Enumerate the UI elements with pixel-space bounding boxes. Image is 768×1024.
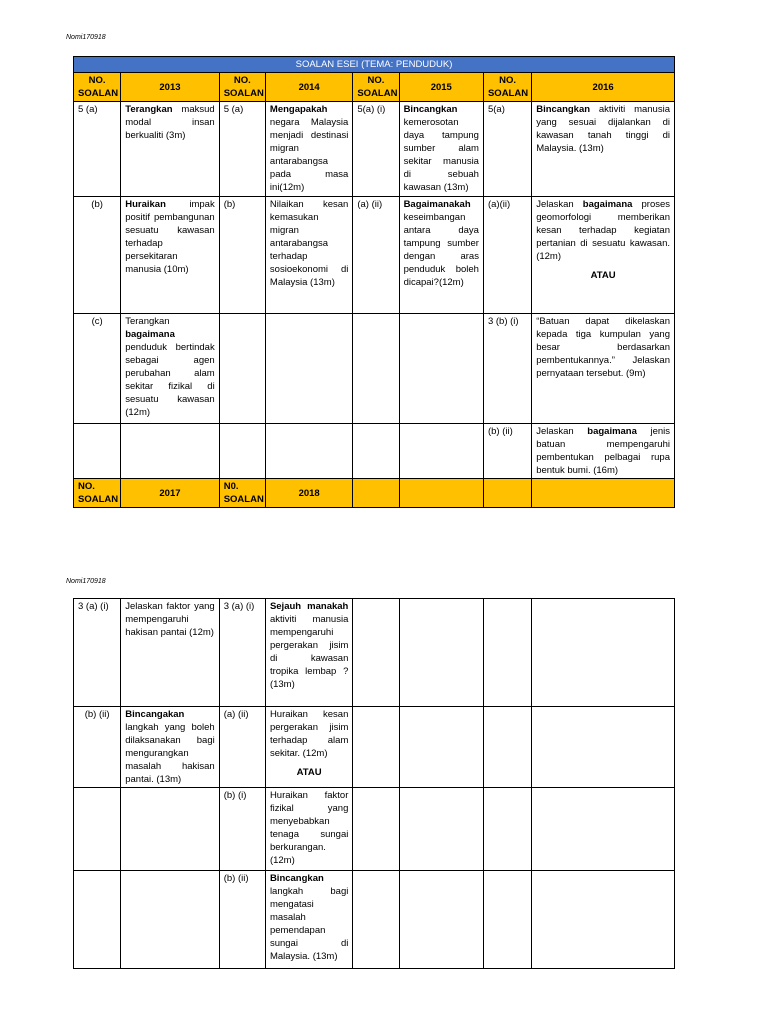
empty-cell [121, 424, 219, 479]
question-number: (c) [74, 314, 121, 424]
question-cell: Terangkan maksud modal insan berkualiti (3m) [121, 102, 219, 197]
question-number: 5(a) [483, 102, 531, 197]
question-cell: Huraikan impak positif pembangunan sesuatu kawasan terhadap persekitaran manusia (10m) [121, 197, 219, 314]
question-cell: “Batuan dapat dikelaskan kepada tiga kumpulan yang besar berdasarkan pembentukannya.” Jelaskan pernyataan tersebut. (9m) [532, 314, 675, 424]
table-row [74, 871, 675, 969]
question-cell: Terangkan bagaimana penduduk bertindak sebagai agen perubahan alam sekitar fizikal di sesuatu kawasan (12m) [121, 314, 219, 424]
question-cell: Bincangakan langkah yang boleh dilaksanakan bagi mengurangkan masalah hakisan pantai. (13m) [121, 707, 219, 788]
question-number: (b) (ii) [74, 707, 121, 788]
question-cell: Bincangkan langkah bagi mengatasi masalah pemendapan sungai di Malaysia. (13m) [265, 871, 352, 969]
empty-cell [74, 788, 121, 871]
empty-cell [399, 707, 483, 788]
header-no-soalan: NO. SOALAN [353, 73, 399, 102]
header-year-2015: 2015 [399, 73, 483, 102]
question-number: 5(a) (i) [353, 102, 399, 197]
empty-cell [483, 871, 531, 969]
atau-label: ATAU [296, 767, 322, 778]
question-cell: Bincangkan kemerosotan daya tampung sumber alam sekitar manusia di sebuah kawasan (13m) [399, 102, 483, 197]
header-year-2016: 2016 [532, 73, 675, 102]
question-number: (b) [219, 197, 265, 314]
question-cell: Bincangkan aktiviti manusia yang sesuai dijalankan di kawasan tanah tinggi di Malaysia. (13m) [532, 102, 675, 197]
document-mark: Nomi170918 [66, 578, 106, 585]
empty-cell [483, 788, 531, 871]
table-row [74, 707, 675, 788]
empty-cell [532, 871, 675, 969]
question-number: (b) (ii) [219, 871, 265, 969]
empty-cell [399, 599, 483, 707]
essay-table-bottom [73, 598, 675, 969]
empty-cell [532, 788, 675, 871]
header-empty [483, 479, 531, 508]
question-cell: Bagaimanakah keseimbangan antara daya tampung sumber dengan aras penduduk boleh dicapai?(12m) [399, 197, 483, 314]
empty-cell [219, 314, 265, 424]
header-year-2018: 2018 [265, 479, 352, 508]
question-cell: Mengapakah negara Malaysia menjadi destinasi migran antarabangsa pada masa ini(12m) [265, 102, 352, 197]
empty-cell [74, 871, 121, 969]
header-no-soalan: NO. SOALAN [74, 73, 121, 102]
empty-cell [353, 788, 399, 871]
empty-cell [532, 599, 675, 707]
empty-cell [353, 314, 399, 424]
empty-cell [353, 707, 399, 788]
empty-cell [483, 599, 531, 707]
question-cell: Nilaikan kesan kemasukan migran antarabangsa terhadap sosioekonomi di Malaysia (13m) [265, 197, 352, 314]
empty-cell [74, 424, 121, 479]
question-number: (b) [74, 197, 121, 314]
table-row [74, 788, 675, 871]
question-cell: Sejauh manakah aktiviti manusia mempengaruhi pergerakan jisim di kawasan tropika lembap ? (13m) [265, 599, 352, 707]
header-empty [399, 479, 483, 508]
question-cell: Jelaskan bagaimana proses geomorfologi memberikan kesan terhadap kegiatan pertanian di sesuatu kawasan. (12m) ATAU [532, 197, 675, 314]
table-row [74, 102, 675, 197]
table-row [74, 599, 675, 707]
question-number: (a) (ii) [219, 707, 265, 788]
table-row [74, 197, 675, 314]
question-number: (b) (i) [219, 788, 265, 871]
empty-cell [353, 599, 399, 707]
header-no-soalan: N0. SOALAN [219, 479, 265, 508]
empty-cell [353, 424, 399, 479]
question-cell: Huraikan kesan pergerakan jisim terhadap alam sekitar. (12m) ATAU [265, 707, 352, 788]
empty-cell [121, 788, 219, 871]
empty-cell [399, 424, 483, 479]
table-title: SOALAN ESEI (TEMA: PENDUDUK) [74, 57, 675, 73]
table-row [74, 314, 675, 424]
header-no-soalan: NO. SOALAN [483, 73, 531, 102]
header-empty [353, 479, 399, 508]
question-number: 5 (a) [219, 102, 265, 197]
question-number: 3 (a) (i) [74, 599, 121, 707]
essay-table-top [73, 56, 675, 508]
empty-cell [399, 314, 483, 424]
header-empty [532, 479, 675, 508]
question-number: 3 (a) (i) [219, 599, 265, 707]
header-no-soalan: NO. SOALAN [219, 73, 265, 102]
question-cell: Jelaskan bagaimana jenis batuan mempengaruhi pembentukan pelbagai rupa bentuk bumi. (16m) [532, 424, 675, 479]
atau-label: ATAU [590, 270, 616, 281]
empty-cell [265, 314, 352, 424]
empty-cell [399, 788, 483, 871]
header-year-2017: 2017 [121, 479, 219, 508]
empty-cell [399, 871, 483, 969]
question-cell: Jelaskan faktor yang mempengaruhi hakisan pantai (12m) [121, 599, 219, 707]
empty-cell [219, 424, 265, 479]
question-number: 5 (a) [74, 102, 121, 197]
header-year-2013: 2013 [121, 73, 219, 102]
empty-cell [483, 707, 531, 788]
question-number: (a)(ii) [483, 197, 531, 314]
table-row [74, 424, 675, 479]
question-number: (b) (ii) [483, 424, 531, 479]
question-number: 3 (b) (i) [483, 314, 531, 424]
question-number: (a) (ii) [353, 197, 399, 314]
document-mark: Nomi170918 [66, 34, 106, 41]
header-year-2014: 2014 [265, 73, 352, 102]
empty-cell [532, 707, 675, 788]
empty-cell [121, 871, 219, 969]
empty-cell [265, 424, 352, 479]
header-no-soalan: NO. SOALAN [74, 479, 121, 508]
empty-cell [353, 871, 399, 969]
question-cell: Huraikan faktor fizikal yang menyebabkan tenaga sungai berkurangan. (12m) [265, 788, 352, 871]
